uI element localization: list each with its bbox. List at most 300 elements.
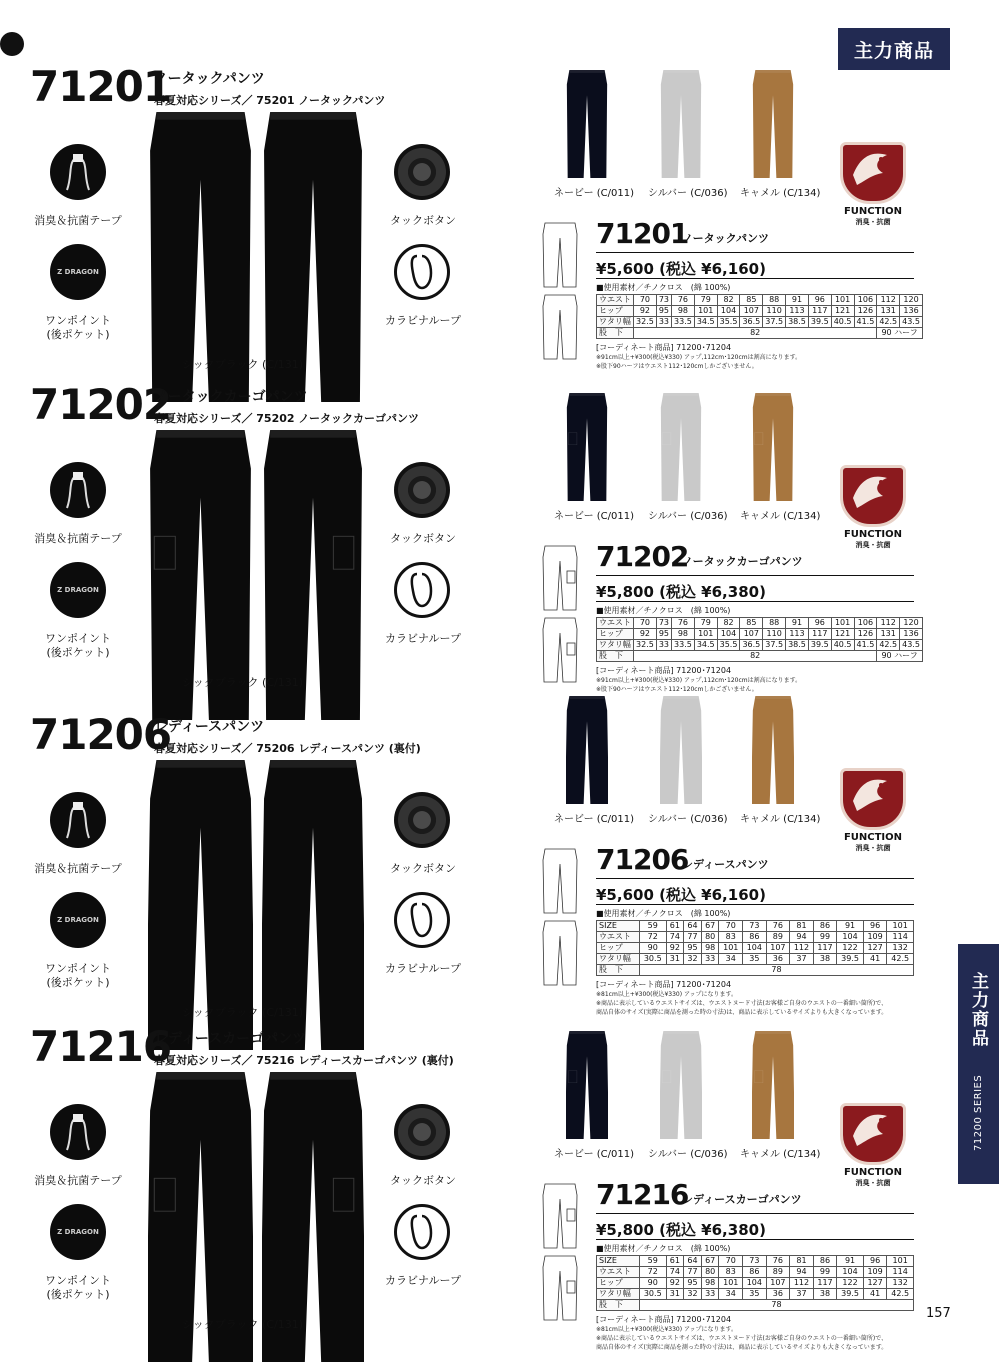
size-note: ※91cm以上+¥300(税込¥330) アップ,112cm･120cmは割高になります。 bbox=[596, 354, 802, 361]
size-cell: 37 bbox=[790, 1289, 814, 1300]
spec-material: ■使用素材／チノクロス (綿 100%) bbox=[596, 283, 731, 292]
size-cell: 91 bbox=[837, 1256, 864, 1267]
size-row-label: ヒップ bbox=[597, 629, 634, 640]
size-cell: 59 bbox=[640, 921, 667, 932]
size-cell: 95 bbox=[656, 306, 671, 317]
size-cell: 86 bbox=[743, 1267, 767, 1278]
size-cell: 126 bbox=[854, 306, 877, 317]
size-cell: 77 bbox=[684, 932, 702, 943]
size-cell: 76 bbox=[672, 295, 695, 306]
tech-drawing-front bbox=[542, 222, 578, 288]
product-name: レディースカーゴパンツ bbox=[154, 1031, 307, 1047]
size-cell: 73 bbox=[656, 618, 671, 629]
size-cell: 104 bbox=[743, 943, 767, 954]
size-note: 商品自体のサイズ(実際に商品を測った時の寸法)は、商品に表示しているサイズよりも大きくなっています。 bbox=[596, 1344, 888, 1351]
size-cell: 32 bbox=[684, 1289, 702, 1300]
size-note: ※81cm以上+¥300(税込¥330) アップになります。 bbox=[596, 991, 738, 998]
deodorant-tape-label: 消臭＆抗菌テープ bbox=[34, 1174, 122, 1187]
size-cell: 132 bbox=[887, 943, 914, 954]
size-cell: 83 bbox=[719, 1267, 743, 1278]
size-cell: 42.5 bbox=[877, 640, 900, 651]
size-cell: 64 bbox=[684, 921, 702, 932]
size-cell: 94 bbox=[790, 932, 814, 943]
size-note: ※股下90ハーフはウエスト112･120cmしかございません。 bbox=[596, 363, 758, 370]
product-code: 71216 bbox=[30, 1022, 172, 1071]
spec-divider bbox=[596, 278, 914, 279]
size-cell: 70 bbox=[634, 295, 657, 306]
spec-name: ノータックカーゴパンツ bbox=[682, 555, 803, 568]
size-cell: 90 bbox=[640, 1278, 667, 1289]
size-note: ※商品に表示しているウエストサイズは、ウエストヌード寸法(お客様ご自身のウエストの一番細い箇所)で、 bbox=[596, 1335, 888, 1342]
coordinate-products: [コーディネート商品] 71200･71204 bbox=[596, 1315, 732, 1324]
color-label: ネービー (C/011) bbox=[554, 814, 635, 825]
size-cell: 30.5 bbox=[640, 1289, 667, 1300]
size-cell: 88 bbox=[763, 295, 786, 306]
size-cell: 61 bbox=[666, 921, 684, 932]
size-cell: 98 bbox=[672, 306, 695, 317]
inseam-label: 股 下 bbox=[597, 328, 634, 339]
size-cell: 131 bbox=[877, 629, 900, 640]
color-label: シルバー (C/036) bbox=[648, 1149, 728, 1160]
tack-button-icon bbox=[394, 792, 450, 848]
spec-material: ■使用素材／チノクロス (綿 100%) bbox=[596, 1244, 731, 1253]
size-row bbox=[597, 921, 914, 932]
main-product-badge: 主力商品 bbox=[838, 28, 950, 70]
size-cell: 117 bbox=[808, 629, 831, 640]
size-cell: 99 bbox=[813, 1267, 837, 1278]
size-cell: 126 bbox=[854, 629, 877, 640]
size-cell: 41 bbox=[863, 954, 887, 965]
size-row bbox=[597, 943, 914, 954]
size-cell: 114 bbox=[887, 1267, 914, 1278]
size-cell: 106 bbox=[854, 618, 877, 629]
product-series: 春夏対応シリーズ／ 75216 レディースカーゴパンツ (裏付) bbox=[154, 1054, 454, 1067]
size-cell: 127 bbox=[863, 1278, 887, 1289]
size-cell: 38 bbox=[813, 954, 837, 965]
deodorant-tape-label: 消臭＆抗菌テープ bbox=[34, 532, 122, 545]
inseam-value: 82 bbox=[634, 651, 877, 662]
size-cell: 82 bbox=[717, 295, 740, 306]
size-cell: 34.5 bbox=[694, 640, 717, 651]
function-sublabel: 消臭・抗菌 bbox=[855, 541, 891, 549]
spec-divider bbox=[596, 1213, 914, 1214]
size-cell: 36 bbox=[766, 954, 790, 965]
inseam-label: 股 下 bbox=[597, 965, 640, 976]
color-label: キャメル (C/134) bbox=[740, 511, 821, 522]
section-bullet bbox=[0, 32, 24, 56]
size-cell: 107 bbox=[740, 306, 763, 317]
spec-code: 71201 bbox=[596, 217, 689, 250]
size-cell: 43.5 bbox=[900, 317, 923, 328]
color-label: シルバー (C/036) bbox=[648, 188, 728, 199]
tack-button-label: タックボタン bbox=[390, 214, 456, 227]
size-row-label: ウエスト bbox=[597, 932, 640, 943]
size-cell: 122 bbox=[837, 1278, 864, 1289]
size-cell: 122 bbox=[837, 943, 864, 954]
color-label: キャメル (C/134) bbox=[740, 814, 821, 825]
function-badge bbox=[838, 768, 908, 850]
size-row bbox=[597, 954, 914, 965]
size-note: ※81cm以上+¥300(税込¥330) アップになります。 bbox=[596, 1326, 738, 1333]
product-series: 春夏対応シリーズ／ 75206 レディースパンツ (裏付) bbox=[154, 742, 421, 755]
product-photo-caption: シックブラック (C/131) bbox=[182, 1318, 304, 1331]
size-row-label: ヒップ bbox=[597, 943, 640, 954]
size-cell: 90 bbox=[640, 943, 667, 954]
size-cell: 85 bbox=[740, 618, 763, 629]
size-cell: 92 bbox=[634, 629, 657, 640]
size-cell: 38.5 bbox=[786, 317, 809, 328]
inseam-value: 82 bbox=[634, 328, 877, 339]
spec-divider bbox=[596, 878, 914, 879]
size-cell: 110 bbox=[763, 629, 786, 640]
size-note: ※股下90ハーフはウエスト112･120cmしかございません。 bbox=[596, 686, 758, 693]
size-cell: 86 bbox=[743, 932, 767, 943]
size-note: ※91cm以上+¥300(税込¥330) アップ,112cm･120cmは割高になります。 bbox=[596, 677, 802, 684]
color-label: ネービー (C/011) bbox=[554, 511, 635, 522]
size-cell: 131 bbox=[877, 306, 900, 317]
product-code: 71202 bbox=[30, 380, 172, 429]
size-cell: 37.5 bbox=[763, 640, 786, 651]
size-cell: 121 bbox=[831, 306, 854, 317]
size-cell: 33 bbox=[701, 954, 719, 965]
size-row-label: ヒップ bbox=[597, 306, 634, 317]
color-swatch-photo bbox=[752, 696, 794, 808]
size-cell: 101 bbox=[887, 1256, 914, 1267]
size-cell: 61 bbox=[666, 1256, 684, 1267]
inseam-row bbox=[597, 965, 914, 976]
size-cell: 37.5 bbox=[763, 317, 786, 328]
carabiner-icon bbox=[394, 1204, 450, 1260]
tech-drawing-back bbox=[542, 920, 578, 986]
spec-material: ■使用素材／チノクロス (綿 100%) bbox=[596, 909, 731, 918]
function-dragon-icon bbox=[840, 1103, 906, 1165]
size-cell: 106 bbox=[854, 295, 877, 306]
size-cell: 101 bbox=[887, 921, 914, 932]
carabiner-icon bbox=[394, 562, 450, 618]
tack-button-icon bbox=[394, 1104, 450, 1160]
size-cell: 39.5 bbox=[808, 640, 831, 651]
size-cell: 76 bbox=[672, 618, 695, 629]
product-name: ノータックパンツ bbox=[154, 71, 265, 87]
size-cell: 80 bbox=[701, 1267, 719, 1278]
size-cell: 110 bbox=[763, 306, 786, 317]
size-cell: 121 bbox=[831, 629, 854, 640]
size-cell: 114 bbox=[887, 932, 914, 943]
onepoint-sublabel: (後ポケット) bbox=[46, 328, 110, 341]
color-swatch-photo bbox=[566, 1031, 608, 1143]
function-sublabel: 消臭・抗菌 bbox=[855, 1179, 891, 1187]
size-cell: 117 bbox=[813, 1278, 837, 1289]
size-cell: 91 bbox=[786, 295, 809, 306]
spec-divider bbox=[596, 252, 914, 253]
deodorant-tape-label: 消臭＆抗菌テープ bbox=[34, 862, 122, 875]
dragon-logo-icon: Z DRAGON bbox=[50, 244, 106, 300]
size-note: ※商品に表示しているウエストサイズは、ウエストヌード寸法(お客様ご自身のウエストの一番細い箇所)で、 bbox=[596, 1000, 888, 1007]
spec-name: ノータックパンツ bbox=[682, 232, 770, 245]
size-cell: 32.5 bbox=[634, 640, 657, 651]
carabiner-label: カラビナループ bbox=[385, 962, 461, 975]
size-cell: 36 bbox=[766, 1289, 790, 1300]
size-cell: 73 bbox=[656, 295, 671, 306]
function-dragon-icon bbox=[840, 465, 906, 527]
size-cell: 74 bbox=[666, 1267, 684, 1278]
size-cell: 89 bbox=[766, 932, 790, 943]
color-swatch-photo bbox=[566, 393, 608, 505]
size-row-label: ワタリ幅 bbox=[597, 640, 634, 651]
color-label: シルバー (C/036) bbox=[648, 511, 728, 522]
tech-drawing-front bbox=[542, 545, 578, 611]
tack-button-icon bbox=[394, 144, 450, 200]
coordinate-products: [コーディネート商品] 71200･71204 bbox=[596, 343, 732, 352]
product-name: レディースパンツ bbox=[154, 719, 265, 735]
spec-divider bbox=[596, 601, 914, 602]
onepoint-label: ワンポイント bbox=[45, 314, 111, 327]
size-cell: 112 bbox=[790, 1278, 814, 1289]
size-cell: 120 bbox=[900, 618, 923, 629]
function-label: FUNCTION bbox=[843, 1167, 903, 1178]
size-table bbox=[596, 617, 923, 662]
size-cell: 112 bbox=[877, 618, 900, 629]
spec-price: ¥5,800 (税込 ¥6,380) bbox=[596, 1221, 766, 1239]
size-cell: 33.5 bbox=[672, 317, 695, 328]
size-note: 商品自体のサイズ(実際に商品を測った時の寸法)は、商品に表示しているサイズよりも大きくなっています。 bbox=[596, 1009, 888, 1016]
coordinate-products: [コーディネート商品] 71200･71204 bbox=[596, 666, 732, 675]
size-cell: 101 bbox=[719, 1278, 743, 1289]
size-cell: 91 bbox=[786, 618, 809, 629]
size-row bbox=[597, 1267, 914, 1278]
size-cell: 96 bbox=[863, 1256, 887, 1267]
size-cell: 40.5 bbox=[831, 640, 854, 651]
size-cell: 107 bbox=[766, 943, 790, 954]
size-row bbox=[597, 629, 923, 640]
size-cell: 35.5 bbox=[717, 317, 740, 328]
size-cell: 96 bbox=[808, 618, 831, 629]
product-series: 春夏対応シリーズ／ 75202 ノータックカーゴパンツ bbox=[154, 412, 420, 425]
inseam-row bbox=[597, 651, 923, 662]
size-cell: 82 bbox=[717, 618, 740, 629]
size-cell: 113 bbox=[786, 629, 809, 640]
size-cell: 95 bbox=[684, 943, 702, 954]
size-cell: 85 bbox=[740, 295, 763, 306]
size-cell: 70 bbox=[634, 618, 657, 629]
carabiner-label: カラビナループ bbox=[385, 314, 461, 327]
size-cell: 113 bbox=[786, 306, 809, 317]
size-cell: 95 bbox=[656, 629, 671, 640]
size-cell: 101 bbox=[831, 295, 854, 306]
size-cell: 83 bbox=[719, 932, 743, 943]
size-cell: 96 bbox=[863, 921, 887, 932]
size-cell: 73 bbox=[743, 1256, 767, 1267]
size-cell: 107 bbox=[766, 1278, 790, 1289]
size-cell: 79 bbox=[694, 295, 717, 306]
spec-divider bbox=[596, 575, 914, 576]
size-cell: 117 bbox=[813, 943, 837, 954]
size-cell: 70 bbox=[719, 1256, 743, 1267]
size-cell: 98 bbox=[672, 629, 695, 640]
size-cell: 101 bbox=[719, 943, 743, 954]
size-cell: 73 bbox=[743, 921, 767, 932]
carabiner-label: カラビナループ bbox=[385, 632, 461, 645]
deodorant-tape-label: 消臭＆抗菌テープ bbox=[34, 214, 122, 227]
spec-divider bbox=[596, 904, 914, 905]
spec-code: 71216 bbox=[596, 1178, 689, 1211]
size-row bbox=[597, 317, 923, 328]
size-cell: 67 bbox=[701, 921, 719, 932]
color-swatch-photo bbox=[660, 70, 702, 182]
function-dragon-icon bbox=[840, 142, 906, 204]
size-cell: 30.5 bbox=[640, 954, 667, 965]
spec-code: 71206 bbox=[596, 843, 689, 876]
tech-drawing-front bbox=[542, 848, 578, 914]
size-cell: 88 bbox=[763, 618, 786, 629]
size-cell: 35 bbox=[743, 1289, 767, 1300]
size-row bbox=[597, 618, 923, 629]
product-photo-caption: シックブラック (C/131) bbox=[182, 676, 304, 689]
color-label: ネービー (C/011) bbox=[554, 1149, 635, 1160]
size-cell: 104 bbox=[743, 1278, 767, 1289]
size-cell: 104 bbox=[717, 306, 740, 317]
onepoint-sublabel: (後ポケット) bbox=[46, 1288, 110, 1301]
size-cell: 39.5 bbox=[837, 954, 864, 965]
size-cell: 80 bbox=[701, 932, 719, 943]
size-cell: 38.5 bbox=[786, 640, 809, 651]
size-cell: 92 bbox=[666, 943, 684, 954]
color-label: シルバー (C/036) bbox=[648, 814, 728, 825]
onepoint-label: ワンポイント bbox=[45, 962, 111, 975]
dragon-logo-icon: Z DRAGON bbox=[50, 1204, 106, 1260]
color-label: キャメル (C/134) bbox=[740, 1149, 821, 1160]
size-cell: 89 bbox=[766, 1267, 790, 1278]
size-cell: 117 bbox=[808, 306, 831, 317]
size-cell: 101 bbox=[694, 306, 717, 317]
size-cell: 38 bbox=[813, 1289, 837, 1300]
size-cell: 70 bbox=[719, 921, 743, 932]
function-dragon-icon bbox=[840, 768, 906, 830]
function-badge bbox=[838, 142, 908, 224]
color-swatch-photo bbox=[752, 393, 794, 505]
carabiner-icon bbox=[394, 244, 450, 300]
onepoint-label: ワンポイント bbox=[45, 1274, 111, 1287]
inseam-value: 78 bbox=[640, 965, 914, 976]
size-cell: 59 bbox=[640, 1256, 667, 1267]
size-cell: 33 bbox=[656, 640, 671, 651]
size-cell: 81 bbox=[790, 921, 814, 932]
size-cell: 104 bbox=[837, 1267, 864, 1278]
size-cell: 91 bbox=[837, 921, 864, 932]
function-label: FUNCTION bbox=[843, 206, 903, 217]
size-row-label: ワタリ幅 bbox=[597, 954, 640, 965]
size-cell: 32 bbox=[684, 954, 702, 965]
size-cell: 77 bbox=[684, 1267, 702, 1278]
size-cell: 33 bbox=[701, 1289, 719, 1300]
size-cell: 35 bbox=[743, 954, 767, 965]
size-cell: 136 bbox=[900, 629, 923, 640]
size-cell: 33.5 bbox=[672, 640, 695, 651]
carabiner-icon bbox=[394, 892, 450, 948]
size-cell: 72 bbox=[640, 932, 667, 943]
function-label: FUNCTION bbox=[843, 832, 903, 843]
size-cell: 92 bbox=[634, 306, 657, 317]
size-table bbox=[596, 1255, 914, 1311]
size-cell: 36.5 bbox=[740, 317, 763, 328]
spec-price: ¥5,800 (税込 ¥6,380) bbox=[596, 583, 766, 601]
size-table bbox=[596, 294, 923, 339]
size-cell: 32.5 bbox=[634, 317, 657, 328]
size-row-label: ウエスト bbox=[597, 1267, 640, 1278]
size-cell: 107 bbox=[740, 629, 763, 640]
size-cell: 76 bbox=[766, 1256, 790, 1267]
size-cell: 43.5 bbox=[900, 640, 923, 651]
product-photo-caption: シックブラック (C/131) bbox=[182, 358, 304, 371]
inseam-label: 股 下 bbox=[597, 1300, 640, 1311]
size-cell: 132 bbox=[887, 1278, 914, 1289]
onepoint-sublabel: (後ポケット) bbox=[46, 976, 110, 989]
size-cell: 31 bbox=[666, 954, 684, 965]
size-cell: 76 bbox=[766, 921, 790, 932]
spec-price: ¥5,600 (税込 ¥6,160) bbox=[596, 886, 766, 904]
tech-drawing-back bbox=[542, 617, 578, 683]
spec-code: 71202 bbox=[596, 540, 689, 573]
inseam-extra: 90 ハーフ bbox=[877, 651, 923, 662]
carabiner-label: カラビナループ bbox=[385, 1274, 461, 1287]
size-cell: 41.5 bbox=[854, 317, 877, 328]
size-cell: 127 bbox=[863, 943, 887, 954]
function-label: FUNCTION bbox=[843, 529, 903, 540]
size-cell: 112 bbox=[877, 295, 900, 306]
size-cell: 39.5 bbox=[808, 317, 831, 328]
size-cell: 104 bbox=[717, 629, 740, 640]
size-cell: 74 bbox=[666, 932, 684, 943]
inseam-value: 78 bbox=[640, 1300, 914, 1311]
size-cell: 86 bbox=[813, 1256, 837, 1267]
side-tab-series: 71200 SERIES bbox=[973, 1074, 984, 1152]
size-cell: 37 bbox=[790, 954, 814, 965]
size-cell: 109 bbox=[863, 1267, 887, 1278]
size-cell: 86 bbox=[813, 921, 837, 932]
size-cell: 64 bbox=[684, 1256, 702, 1267]
size-cell: 33 bbox=[656, 317, 671, 328]
size-row bbox=[597, 932, 914, 943]
size-row bbox=[597, 1278, 914, 1289]
inseam-row bbox=[597, 1300, 914, 1311]
dragon-logo-icon: Z DRAGON bbox=[50, 562, 106, 618]
size-cell: 98 bbox=[701, 1278, 719, 1289]
size-cell: 67 bbox=[701, 1256, 719, 1267]
inseam-row bbox=[597, 328, 923, 339]
size-cell: 35.5 bbox=[717, 640, 740, 651]
size-cell: 101 bbox=[831, 618, 854, 629]
color-swatch-photo bbox=[660, 696, 702, 808]
size-cell: 98 bbox=[701, 943, 719, 954]
color-label: ネービー (C/011) bbox=[554, 188, 635, 199]
size-cell: 40.5 bbox=[831, 317, 854, 328]
color-swatch-photo bbox=[660, 1031, 702, 1143]
size-cell: 36.5 bbox=[740, 640, 763, 651]
color-swatch-photo bbox=[752, 1031, 794, 1143]
function-sublabel: 消臭・抗菌 bbox=[855, 218, 891, 226]
deodorant-tape-icon bbox=[50, 462, 106, 518]
inseam-extra: 90 ハーフ bbox=[877, 328, 923, 339]
size-row-label: ワタリ幅 bbox=[597, 1289, 640, 1300]
size-cell: 81 bbox=[790, 1256, 814, 1267]
size-row-label: ヒップ bbox=[597, 1278, 640, 1289]
color-label: キャメル (C/134) bbox=[740, 188, 821, 199]
size-row-label: ウエスト bbox=[597, 295, 634, 306]
size-cell: 136 bbox=[900, 306, 923, 317]
spec-divider bbox=[596, 1239, 914, 1240]
tack-button-label: タックボタン bbox=[390, 862, 456, 875]
page-number: 157 bbox=[926, 1306, 951, 1321]
